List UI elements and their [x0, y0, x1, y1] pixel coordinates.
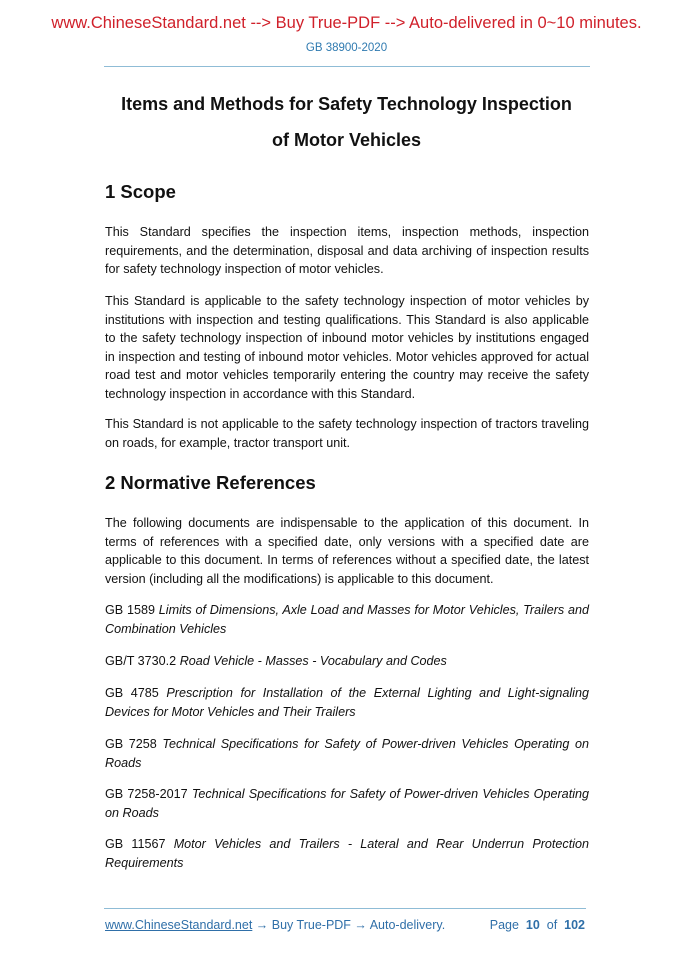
doc-title-line2: of Motor Vehicles	[271, 130, 422, 150]
reference-title: Motor Vehicles and Trailers - Lateral and Rear Underrun Protection Requirements	[105, 837, 590, 870]
header-divider	[104, 66, 590, 67]
reference-item	[105, 785, 589, 822]
footer-text: → Buy True-PDF → Auto-delivery.	[252, 918, 446, 932]
page-label: Page	[489, 918, 519, 932]
reference-code: GB 4785	[105, 686, 159, 700]
paragraph: This Standard is not applicable to the safety technology inspection of tractors traveling on roads, for example, tractor transport unit.	[105, 417, 589, 450]
reference-code: GB 7258-2017	[105, 787, 188, 801]
reference-title: Road Vehicle - Masses - Vocabulary and Codes	[179, 654, 447, 668]
page-number: 10	[525, 918, 540, 932]
standard-number: GB 38900-2020	[305, 42, 388, 54]
reference-code: GB 11567	[105, 837, 166, 851]
reference-title: Prescription for Installation of the External Lighting and Light-signaling Devices for Motor Vehicles and Their Trailers	[105, 686, 589, 719]
section-heading-scope: 1 Scope	[105, 181, 176, 202]
paragraph: This Standard specifies the inspection items, inspection methods, inspection requirements, and the determination, disposal and data archiving of inspection results for safety technology inspection of motor vehicles.	[105, 225, 589, 276]
footer-link[interactable]: www.ChineseStandard.net	[105, 918, 253, 932]
page-total: 102	[564, 918, 585, 932]
doc-title-line1: Items and Methods for Safety Technology Inspection	[121, 94, 572, 114]
reference-title: Limits of Dimensions, Axle Load and Masses for Motor Vehicles, Trailers and Combination Vehicles	[105, 603, 590, 636]
reference-item	[105, 684, 589, 721]
paragraph: This Standard is applicable to the safety technology inspection of motor vehicles by institutions with inspection and testing qualifications. This Standard is also applicable to the safety technology inspection of inbound motor vehicles by institutions engaged in inspection and testing of inbound motor vehicles. Motor vehicles approved for actual road test and motor vehicles temporarily entering the country may receive the safety technology inspection in accordance with this Standard.	[105, 294, 589, 401]
reference-item	[105, 601, 589, 638]
paragraph: The following documents are indispensable to the application of this document. In terms of references with a specified date, only versions with a specified date are applicable to this document. In terms of references without a specified date, the latest version (including all the modifications) is applicable to this document.	[105, 516, 589, 586]
of-label: of	[546, 918, 558, 932]
reference-code: GB 1589	[105, 603, 155, 617]
footer-divider	[104, 908, 586, 909]
reference-title: Technical Specifications for Safety of Power-driven Vehicles Operating on Roads	[105, 787, 589, 820]
header-banner: www.ChineseStandard.net --> Buy True-PDF --> Auto-delivered in 0~10 minutes.	[51, 14, 642, 32]
reference-item	[105, 835, 589, 872]
reference-code: GB/T 3730.2	[105, 654, 177, 668]
section-heading-normative-references: 2 Normative References	[105, 472, 316, 493]
page-indicator	[490, 918, 585, 932]
reference-item	[105, 652, 589, 671]
footer	[105, 918, 585, 932]
reference-item	[105, 735, 589, 772]
reference-code: GB 7258	[105, 737, 157, 751]
reference-title: Technical Specifications for Safety of Power-driven Vehicles Operating on Roads	[105, 737, 589, 770]
